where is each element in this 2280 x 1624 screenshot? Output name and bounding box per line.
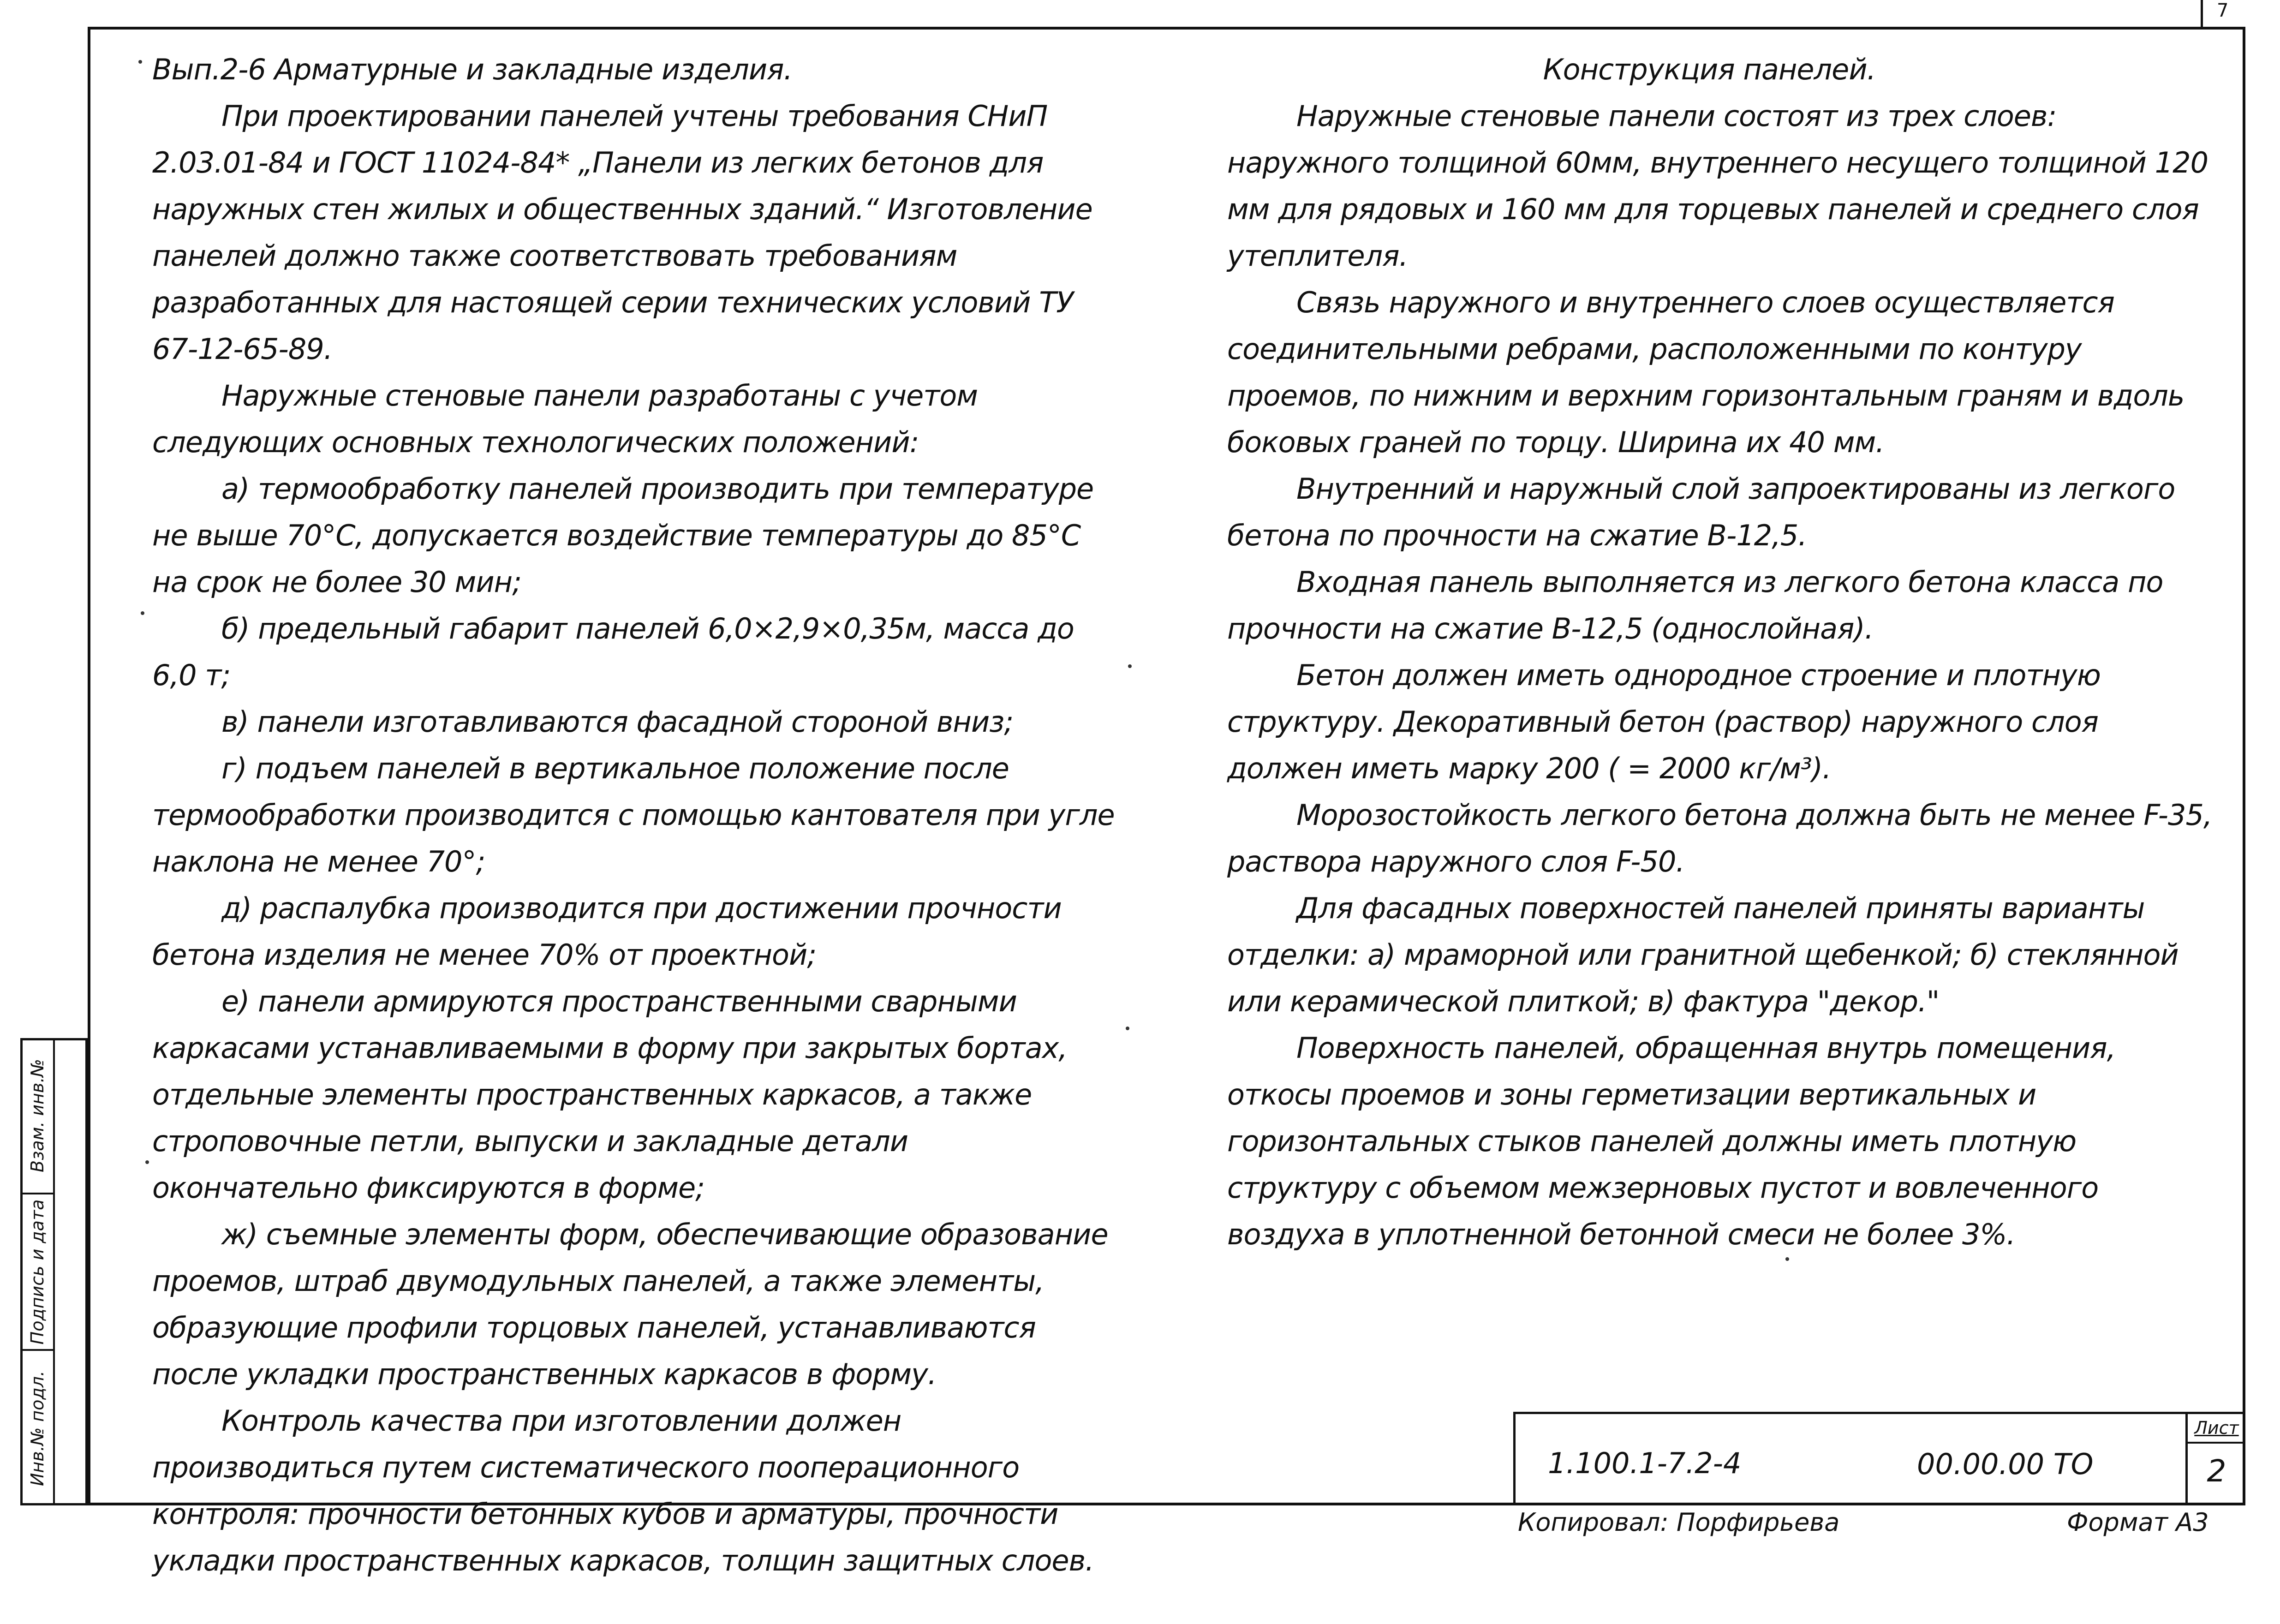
copied-by: Копировал: Порфирьева bbox=[1518, 1508, 1840, 1537]
paragraph: Поверхность панелей, обращенная внутрь помещения, откосы проемов и зоны герметизации вертикальных и горизонтальных стыков панелей должны иметь плотную структуру с объемом межзерновых пустот и вовлеченного воздуха в уплотненной бетонной смеси не более 3%. bbox=[1227, 1031, 2116, 1251]
scan-speck bbox=[1128, 664, 1132, 668]
paragraph: Связь наружного и внутреннего слоев осуществляется соединительными ребрами, расположенными по контуру проемов, по нижним и верхним горизонтальным граням и вдоль боковых граней по торцу. Ширина их 40 мм. bbox=[1227, 286, 2185, 459]
list-item: ж) съемные элементы форм, обеспечивающие образование проемов, штраб двумодульных панелей, а также элементы, образующие профили торцовых панелей, устанавливаются после укладки пространственных каркасов в форму. bbox=[152, 1218, 1108, 1391]
paragraph: Морозостойкость легкого бетона должна быть не менее F-35, раствора наружного слоя F-50. bbox=[1227, 798, 2212, 878]
scan-speck bbox=[1785, 1257, 1789, 1261]
left-column bbox=[152, 46, 1121, 1584]
sheet-label: Лист bbox=[2188, 1414, 2245, 1444]
document-designation: 00.00.00 ТО bbox=[1917, 1447, 2094, 1481]
list-item: г) подъем панелей в вертикальное положение после термообработки производится с помощью кантователя при угле наклона не менее 70°; bbox=[152, 752, 1115, 878]
corner-mark: 7 bbox=[2201, 0, 2245, 27]
title-block bbox=[1513, 1412, 2245, 1505]
list-item: д) распалубка производится при достижении прочности бетона изделия не менее 70% от проектной; bbox=[152, 891, 1062, 972]
list-item: е) панели армируются пространственными сварными каркасами устанавливаемыми в форму при закрытых бортах, отдельные элементы пространственных каркасов, а также строповочные петли, выпуски и закладные детали окончательно фиксируются в форме; bbox=[152, 985, 1067, 1205]
list-item: в) панели изготавливаются фасадной стороной вниз; bbox=[221, 705, 1014, 739]
scan-speck bbox=[145, 1160, 149, 1164]
list-item: а) термообработку панелей производить при температуре не выше 70°С, допускается воздействие температуры до 85°С на срок не более 30 мин; bbox=[152, 472, 1094, 599]
paragraph: Бетон должен иметь однородное строение и плотную структуру. Декоративный бетон (раствор) наружного слоя должен иметь марку 200 ( = 2000 кг/м³). bbox=[1227, 658, 2101, 785]
side-label-signature: Подпись и дата bbox=[20, 1194, 54, 1351]
sheet-box bbox=[2185, 1414, 2245, 1505]
right-heading: Конструкция панелей. bbox=[1543, 53, 1876, 86]
scan-speck bbox=[141, 611, 144, 615]
side-stamp-labels bbox=[20, 1038, 54, 1505]
list-item: б) предельный габарит панелей 6,0×2,9×0,35м, масса до 6,0 т; bbox=[152, 612, 1074, 692]
paragraph: Внутренний и наружный слой запроектированы из легкого бетона по прочности на сжатие В-12,5. bbox=[1227, 472, 2175, 552]
paragraph: Контроль качества при изготовлении должен производиться путем систематического пооперационного контроля: прочности бетонных кубов и арматуры, прочности укладки пространственных каркасов, толщин защитных слоев. bbox=[152, 1404, 1094, 1577]
scan-speck bbox=[138, 60, 142, 64]
sheet-number: 2 bbox=[2207, 1453, 2226, 1489]
right-column bbox=[1227, 46, 2219, 1258]
side-stamp-value-column bbox=[55, 1040, 85, 1503]
paper-format: Формат А3 bbox=[2067, 1508, 2209, 1537]
paragraph: При проектировании панелей учтены требования СНиП 2.03.01-84 и ГОСТ 11024-84* „Панели из легких бетонов для наружных стен жилых и общественных зданий.“ Изготовление панелей должно также соответствовать требованиям разработанных для настоящей серии технических условий ТУ 67-12-65-89. bbox=[152, 99, 1092, 366]
paragraph: Наружные стеновые панели состоят из трех слоев: наружного толщиной 60мм, внутреннего несущего толщиной 120 мм для рядовых и 160 мм для торцевых панелей и среднего слоя утеплителя. bbox=[1227, 99, 2208, 273]
side-label-inventory: Инв.№ подл. bbox=[27, 1370, 48, 1486]
paragraph: Входная панель выполняется из легкого бетона класса по прочности на сжатие В-12,5 (однослойная). bbox=[1227, 565, 2163, 645]
paragraph: Наружные стеновые панели разработаны с учетом следующих основных технологических положений: bbox=[152, 379, 978, 459]
scan-speck bbox=[1126, 1027, 1129, 1030]
side-label-replacement: Взам. инв.№ bbox=[20, 1038, 54, 1194]
paragraph: Для фасадных поверхностей панелей приняты варианты отделки: а) мраморной или гранитной щебенкой; б) стеклянной или керамической плиткой; в) фактура "декор." bbox=[1227, 891, 2179, 1018]
document-code: 1.100.1-7.2-4 bbox=[1548, 1446, 1742, 1480]
left-heading: Вып.2-6 Арматурные и закладные изделия. bbox=[152, 53, 793, 86]
